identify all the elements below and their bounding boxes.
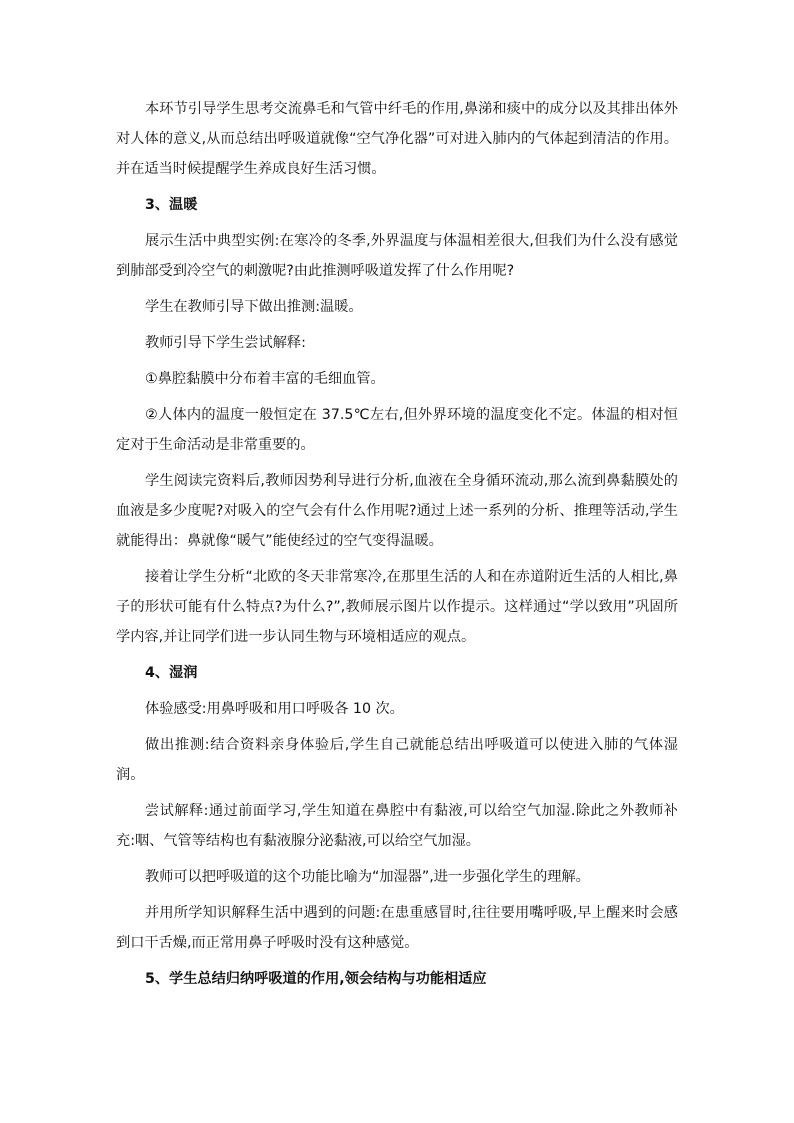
heading-moist: 4、湿润	[145, 665, 198, 681]
paragraph-point-1: ①鼻腔黏膜中分布着丰富的毛细血管。	[145, 371, 385, 387]
paragraph-guess-moist: 做出推测:结合资料亲身体验后,学生自己就能总结出呼吸道可以使进入肺的气体湿润。	[116, 737, 678, 783]
paragraph-nordic-nose: 接着让学生分析“北欧的冬天非常寒冷,在那里生活的人和在赤道附近生活的人相比,鼻子的形状可能有什么特点?为什么?”,教师展示图片以作提示。这样通过“学以致用”巩固所学内容,并让同学们进一步认同生物与环境相适应的观点。	[116, 569, 678, 645]
paragraph-explain-moist: 尝试解释:通过前面学习,学生知道在鼻腔中有黏液,可以给空气加湿.除此之外教师补充:咽、气管等结构也有黏液腺分泌黏液,可以给空气加湿。	[116, 803, 678, 849]
heading-warm: 3、温暖	[145, 197, 198, 213]
paragraph-try-explain: 教师引导下学生尝试解释:	[145, 335, 306, 351]
paragraph-clean-air: 本环节引导学生思考交流鼻毛和气管中纤毛的作用,鼻涕和痰中的成分以及其排出体外对人体的意义,从而总结出呼吸道就像“空气净化器”可对进入肺内的气体起到清洁的作用。并在适当时候提醒学生养成良好生活习惯。	[116, 101, 678, 177]
paragraph-point-2: ②人体内的温度一般恒定在 37.5℃左右,但外界环境的温度变化不定。体温的相对恒定对于生命活动是非常重要的。	[116, 407, 678, 453]
document-page	[116, 94, 678, 1000]
paragraph-guess-warm: 学生在教师引导下做出推测:温暖。	[145, 299, 363, 315]
paragraph-humidifier: 教师可以把呼吸道的这个功能比喻为“加湿器”,进一步强化学生的理解。	[145, 869, 590, 885]
paragraph-winter-example: 展示生活中典型实例:在寒冷的冬季,外界温度与体温相差很大,但我们为什么没有感觉到肺部受到冷空气的刺激呢?由此推测呼吸道发挥了什么作用呢?	[116, 233, 678, 279]
paragraph-cold-example: 并用所学知识解释生活中遇到的问题:在患重感冒时,往往要用嘴呼吸,早上醒来时会感到口干舌燥,而正常用鼻子呼吸时没有这种感觉。	[116, 905, 678, 951]
paragraph-experience: 体验感受:用鼻呼吸和用口呼吸各 10 次。	[145, 701, 404, 717]
heading-summary: 5、学生总结归纳呼吸道的作用,领会结构与功能相适应	[145, 971, 487, 987]
paragraph-analysis: 学生阅读完资料后,教师因势利导进行分析,血液在全身循环流动,那么流到鼻黏膜处的血液是多少度呢?对吸入的空气会有什么作用呢?通过上述一系列的分析、推理等活动,学生就能得出：鼻就像“暖气”能使经过的空气变得温暖。	[116, 473, 678, 549]
